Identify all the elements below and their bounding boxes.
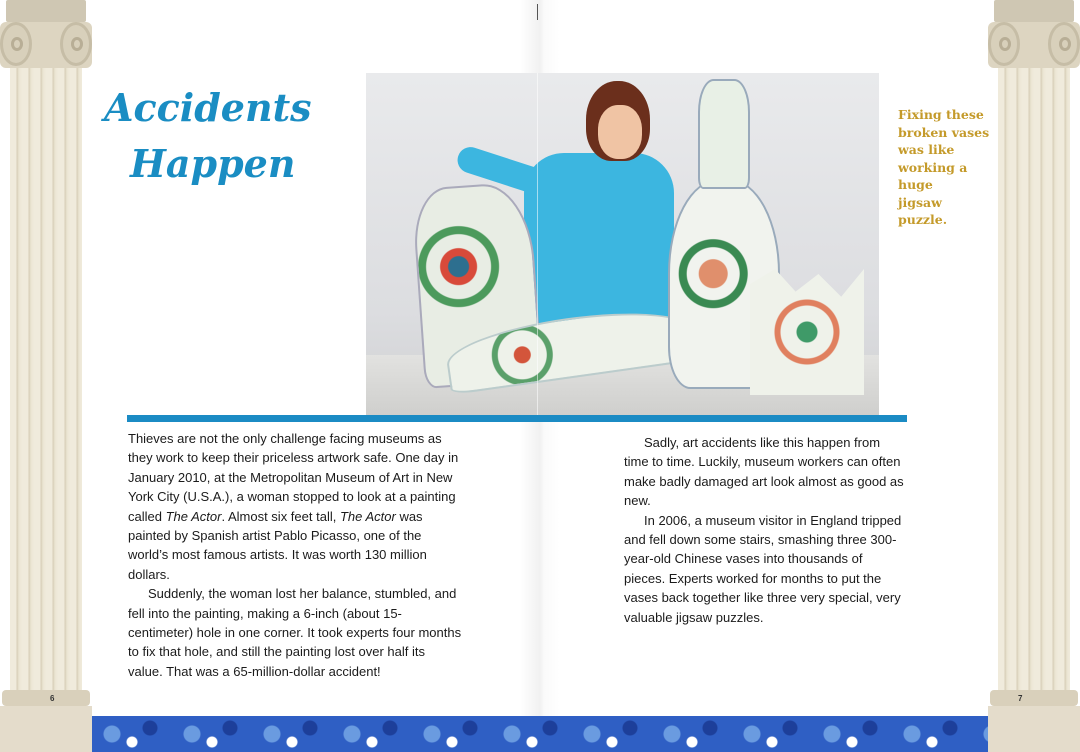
text-run: Thieves are not the only challenge facing museums as they work to keep their priceless artwork safe. One day in January 2010, at the Metropolitan Museum of Art in New York City (U.S.A.), a woman stopped to look at a painting called: [128, 431, 459, 524]
column-abacus: [6, 0, 86, 22]
left-paragraph-1: [128, 429, 462, 584]
painting-title: The Actor: [165, 508, 222, 524]
page-number-left: 6: [50, 694, 55, 703]
text-run: . Almost six feet tall,: [221, 508, 340, 524]
right-paragraph-2: In 2006, a museum visitor in England tripped and fell down some stairs, smashing three 300-year-old Chinese vases into thousands of pieces. Experts worked for months to put the vases back together like three very special, very valuable jigsaw puzzles.: [624, 512, 902, 625]
page-number-right: 7: [1018, 694, 1023, 703]
right-paragraph-1: Sadly, art accidents like this happen from time to time. Luckily, museum workers can often make badly damaged art look almost as good as new.: [624, 435, 904, 509]
caption-line: Fixing these: [898, 107, 984, 122]
column-plinth: [0, 706, 92, 752]
column-volute: [60, 22, 92, 66]
right-page-text: [624, 433, 904, 627]
left-ionic-column: [0, 0, 92, 752]
caption-line: jigsaw puzzle.: [898, 194, 948, 227]
porcelain-pattern-band: [92, 716, 988, 752]
photo-broken-vase: [750, 269, 864, 395]
chapter-title-line2: Happen: [130, 141, 296, 186]
column-volute: [1048, 22, 1080, 66]
column-shaft: [998, 68, 1070, 690]
caption-line: broken vases: [898, 124, 990, 140]
section-divider-rule: [127, 415, 907, 422]
caption-line: was like: [898, 142, 955, 157]
column-volute: [988, 22, 1020, 66]
photo-caption: [898, 106, 994, 229]
column-base: [2, 690, 90, 706]
left-page-text: [128, 429, 462, 681]
photo-gutter-seam: [537, 73, 538, 415]
left-paragraph-2: Suddenly, the woman lost her balance, stumbled, and fell into the painting, making a 6-inch (about 15-centimeter) hole in one corner. It took experts four months to fix that hole, and still the painting lost over half its value. That was a 65-million-dollar accident!: [128, 586, 462, 679]
column-plinth: [988, 706, 1080, 752]
column-shaft: [10, 68, 82, 690]
column-abacus: [994, 0, 1074, 22]
chapter-title-line1: Accidents: [104, 85, 312, 130]
right-ionic-column: [988, 0, 1080, 752]
painting-title: The Actor: [339, 508, 396, 524]
photo-woman-face: [598, 105, 642, 159]
text-run: was painted by Spanish artist Pablo Picasso, one of the world’s most famous artists. It was worth 130 million dollars.: [128, 508, 427, 582]
column-volute: [0, 22, 32, 66]
photo-tall-vase-neck: [698, 79, 750, 189]
column-base: [990, 690, 1078, 706]
photo-restorer-with-vases: [366, 73, 879, 415]
caption-line: working a huge: [898, 159, 968, 192]
book-gutter-mark: [537, 4, 538, 20]
chapter-title: [104, 80, 312, 192]
